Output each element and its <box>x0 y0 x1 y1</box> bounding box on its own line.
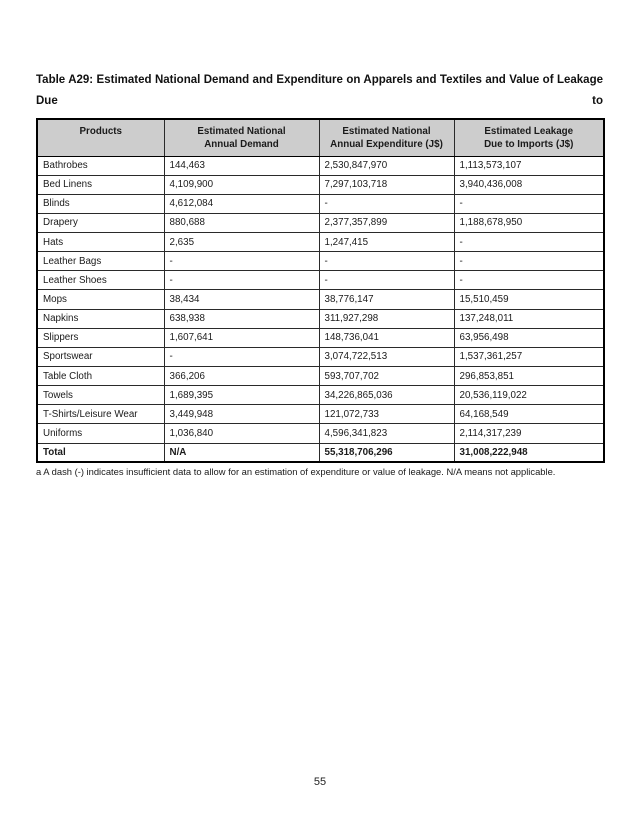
table-cell: - <box>164 347 319 366</box>
table-cell: 3,449,948 <box>164 405 319 424</box>
table-body <box>37 156 604 462</box>
table-cell: Leather Bags <box>37 252 164 271</box>
table-cell: 31,008,222,948 <box>454 443 604 462</box>
table-cell: Napkins <box>37 309 164 328</box>
table-cell: 20,536,119,022 <box>454 386 604 405</box>
table-cell: 3,074,722,513 <box>319 347 454 366</box>
column-header-leakage <box>454 119 604 156</box>
table-row <box>37 252 604 271</box>
column-header-annual-expenditure <box>319 119 454 156</box>
table-cell: 296,853,851 <box>454 367 604 386</box>
table-cell: 1,537,361,257 <box>454 347 604 366</box>
table-row <box>37 290 604 309</box>
table-cell: 1,607,641 <box>164 328 319 347</box>
table-cell: 4,612,084 <box>164 194 319 213</box>
table-cell: Mops <box>37 290 164 309</box>
table-cell: T-Shirts/Leisure Wear <box>37 405 164 424</box>
table-cell: 593,707,702 <box>319 367 454 386</box>
table-cell: Towels <box>37 386 164 405</box>
table-cell: - <box>164 271 319 290</box>
table-cell: 3,940,436,008 <box>454 175 604 194</box>
table-row <box>37 156 604 175</box>
column-header-line: Estimated Leakage <box>484 126 574 137</box>
table-cell: 15,510,459 <box>454 290 604 309</box>
table-cell: Bathrobes <box>37 156 164 175</box>
table-row <box>37 194 604 213</box>
table-cell: 55,318,706,296 <box>319 443 454 462</box>
table-cell: Drapery <box>37 213 164 232</box>
table-cell: Bed Linens <box>37 175 164 194</box>
table-cell: Hats <box>37 233 164 252</box>
table-cell: 38,776,147 <box>319 290 454 309</box>
table-cell: 1,188,678,950 <box>454 213 604 232</box>
table-cell: 137,248,011 <box>454 309 604 328</box>
table-cell: Blinds <box>37 194 164 213</box>
table-cell: - <box>319 252 454 271</box>
table-cell: 2,114,317,239 <box>454 424 604 443</box>
table-row <box>37 386 604 405</box>
table-row <box>37 309 604 328</box>
table-cell: 144,463 <box>164 156 319 175</box>
column-header-line: Annual Demand <box>204 139 279 150</box>
column-header-line: Estimated National <box>197 126 286 137</box>
table-cell: - <box>454 233 604 252</box>
table-cell: N/A <box>164 443 319 462</box>
table-header-row <box>37 119 604 156</box>
table-row <box>37 405 604 424</box>
column-header-products <box>37 119 164 156</box>
table-cell: 148,736,041 <box>319 328 454 347</box>
table-cell: 7,297,103,718 <box>319 175 454 194</box>
column-header-line: Annual Expenditure (J$) <box>330 139 443 150</box>
table-cell: - <box>164 252 319 271</box>
table-cell: Slippers <box>37 328 164 347</box>
table-cell: Uniforms <box>37 424 164 443</box>
table-cell: 1,036,840 <box>164 424 319 443</box>
table-row <box>37 233 604 252</box>
table-cell: 638,938 <box>164 309 319 328</box>
table-cell: 34,226,865,036 <box>319 386 454 405</box>
table-cell: - <box>454 271 604 290</box>
table-cell: - <box>454 252 604 271</box>
table-cell: 4,109,900 <box>164 175 319 194</box>
table-cell: - <box>319 271 454 290</box>
table-cell: 2,377,357,899 <box>319 213 454 232</box>
table-header <box>37 119 604 156</box>
table-cell: 2,635 <box>164 233 319 252</box>
table-cell: - <box>319 194 454 213</box>
table-row <box>37 367 604 386</box>
table-cell: Sportswear <box>37 347 164 366</box>
table-cell: 1,247,415 <box>319 233 454 252</box>
table-row <box>37 271 604 290</box>
table-title-line1: Table A29: Estimated National Demand and Expenditure on Apparels and Textiles and Value of Leakage Due to <box>36 74 603 107</box>
column-header-line: Estimated National <box>342 126 431 137</box>
table-cell: 4,596,341,823 <box>319 424 454 443</box>
page-number: 55 <box>313 776 327 788</box>
table-cell: 1,113,573,107 <box>454 156 604 175</box>
table-cell: 311,927,298 <box>319 309 454 328</box>
table-cell: Leather Shoes <box>37 271 164 290</box>
table-cell: 366,206 <box>164 367 319 386</box>
table-row <box>37 213 604 232</box>
table-cell: 38,434 <box>164 290 319 309</box>
table-cell: 63,956,498 <box>454 328 604 347</box>
table-cell: - <box>454 194 604 213</box>
table-row <box>37 328 604 347</box>
table-footnote: a A dash (-) indicates insufficient data to allow for an estimation of expenditure or value of leakage. N/A means not applicable. <box>36 466 556 477</box>
table-row <box>37 424 604 443</box>
table-row <box>37 347 604 366</box>
column-header-annual-demand <box>164 119 319 156</box>
table-cell: Total <box>37 443 164 462</box>
table-cell: 1,689,395 <box>164 386 319 405</box>
column-header-line: Due to Imports (J$) <box>484 139 574 150</box>
table-cell: 64,168,549 <box>454 405 604 424</box>
column-header-line: Products <box>79 126 122 137</box>
estimates-table <box>36 118 605 463</box>
table-row <box>37 443 604 462</box>
table-cell: 880,688 <box>164 213 319 232</box>
table-cell: 121,072,733 <box>319 405 454 424</box>
table-row <box>37 175 604 194</box>
table-cell: Table Cloth <box>37 367 164 386</box>
table-cell: 2,530,847,970 <box>319 156 454 175</box>
